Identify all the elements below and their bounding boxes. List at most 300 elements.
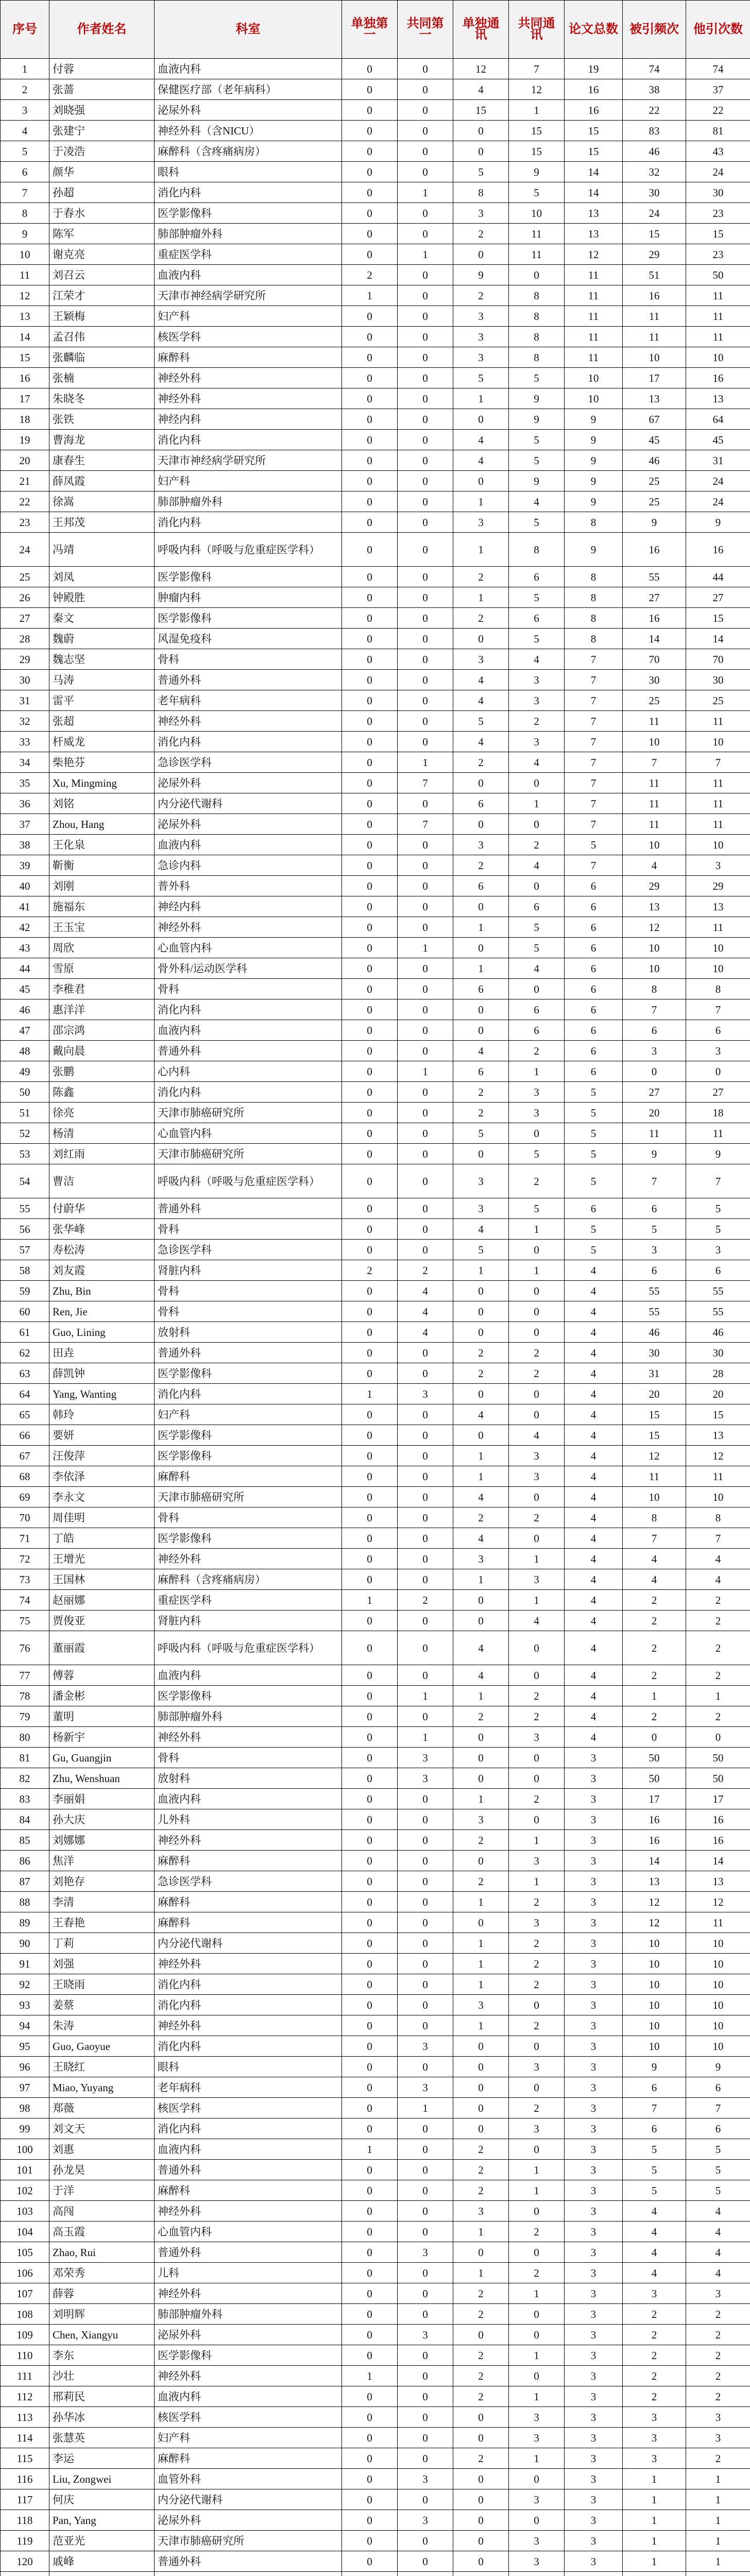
cell-index: 115 — [1, 2448, 49, 2469]
cell-sole-first: 0 — [342, 533, 398, 567]
cell-other-citations: 6 — [686, 2119, 750, 2139]
cell-sole-first: 0 — [342, 1123, 398, 1144]
cell-sole-first: 0 — [342, 2015, 398, 2036]
cell-author: 于洋 — [49, 2180, 155, 2201]
cell-dept: 骨外科/运动医学科 — [155, 958, 342, 979]
cell-total-papers: 4 — [565, 1281, 623, 1301]
cell-index: 69 — [1, 1487, 49, 1507]
cell-citations: 3 — [623, 1240, 686, 1260]
table-row — [1, 244, 750, 265]
table-row — [1, 1727, 750, 1748]
cell-co-first: 0 — [398, 1041, 453, 1061]
cell-sole-first: 0 — [342, 121, 398, 141]
cell-sole-first: 0 — [342, 2057, 398, 2077]
cell-co-first: 3 — [398, 2510, 453, 2531]
cell-co-corresp: 0 — [509, 2201, 565, 2222]
table-row — [1, 285, 750, 306]
cell-sole-first: 0 — [342, 2386, 398, 2407]
cell-index: 1 — [1, 59, 49, 79]
cell-total-papers: 8 — [565, 587, 623, 608]
table-row — [1, 1240, 750, 1260]
cell-co-first: 0 — [398, 587, 453, 608]
cell-sole-first: 0 — [342, 999, 398, 1020]
cell-sole-first: 0 — [342, 917, 398, 938]
cell-sole-corresp: 1 — [453, 2222, 509, 2242]
cell-co-corresp: 5 — [509, 629, 565, 649]
cell-dept: 儿科 — [155, 2263, 342, 2283]
cell-co-corresp: 2 — [509, 1933, 565, 1954]
cell-co-corresp: 2 — [509, 1363, 565, 1384]
cell-citations: 3 — [623, 2428, 686, 2448]
cell-author: 要妍 — [49, 1425, 155, 1446]
cell-citations: 10 — [623, 1487, 686, 1507]
table-row — [1, 1611, 750, 1631]
cell-dept: 天津市肺癌研究所 — [155, 1144, 342, 1164]
table-row — [1, 450, 750, 471]
table-row — [1, 1061, 750, 1082]
cell-sole-corresp: 6 — [453, 876, 509, 896]
table-row — [1, 2386, 750, 2407]
cell-co-corresp: 2 — [509, 1343, 565, 1363]
table-row — [1, 1686, 750, 1706]
cell-co-corresp: 4 — [509, 958, 565, 979]
cell-co-corresp: 6 — [509, 896, 565, 917]
cell-other-citations: 16 — [686, 533, 750, 567]
cell-sole-corresp: 1 — [453, 1954, 509, 1974]
cell-co-corresp: 1 — [509, 2160, 565, 2180]
cell-total-papers: 4 — [565, 1404, 623, 1425]
cell-sole-corresp: 0 — [453, 2489, 509, 2510]
cell-other-citations: 46 — [686, 1322, 750, 1343]
cell-author: 张麟临 — [49, 347, 155, 368]
cell-co-first: 0 — [398, 917, 453, 938]
cell-sole-corresp: 2 — [453, 1706, 509, 1727]
cell-total-papers: 3 — [565, 2489, 623, 2510]
cell-dept: 儿外科 — [155, 1809, 342, 1830]
cell-co-first: 0 — [398, 368, 453, 388]
cell-author: 付蔚华 — [49, 1198, 155, 1219]
header-col-co-first — [398, 1, 453, 59]
cell-co-first: 0 — [398, 1425, 453, 1446]
table-row — [1, 2407, 750, 2428]
cell-dept: 肺部肿瘤外科 — [155, 1706, 342, 1727]
cell-index: 65 — [1, 1404, 49, 1425]
cell-author: 王化泉 — [49, 835, 155, 855]
cell-sole-first: 0 — [342, 1219, 398, 1240]
cell-sole-corresp: 0 — [453, 2098, 509, 2119]
cell-total-papers: 3 — [565, 1871, 623, 1892]
cell-co-corresp: 0 — [509, 1322, 565, 1343]
cell-co-corresp: 0 — [509, 1665, 565, 1686]
cell-sole-first: 0 — [342, 2119, 398, 2139]
cell-citations: 0 — [623, 1061, 686, 1082]
cell-total-papers: 3 — [565, 1933, 623, 1954]
cell-citations: 9 — [623, 512, 686, 533]
cell-co-first: 2 — [398, 1590, 453, 1611]
cell-index: 14 — [1, 327, 49, 347]
cell-co-corresp: 3 — [509, 2489, 565, 2510]
cell-co-first: 0 — [398, 567, 453, 587]
table-row — [1, 835, 750, 855]
cell-citations: 55 — [623, 1301, 686, 1322]
cell-sole-first: 0 — [342, 450, 398, 471]
cell-index: 88 — [1, 1892, 49, 1912]
cell-co-corresp: 12 — [509, 79, 565, 100]
cell-index: 44 — [1, 958, 49, 979]
cell-co-first: 0 — [398, 121, 453, 141]
cell-co-corresp: 0 — [509, 1281, 565, 1301]
cell-index: 17 — [1, 388, 49, 409]
cell-other-citations: 4 — [686, 2201, 750, 2222]
cell-co-first: 0 — [398, 1404, 453, 1425]
cell-co-first: 1 — [398, 1727, 453, 1748]
cell-sole-first: 0 — [342, 2407, 398, 2428]
table-row — [1, 471, 750, 492]
cell-index: 13 — [1, 306, 49, 327]
cell-index: 114 — [1, 2428, 49, 2448]
cell-sole-first: 0 — [342, 1198, 398, 1219]
cell-sole-first: 0 — [342, 1240, 398, 1260]
cell-citations: 2 — [623, 2386, 686, 2407]
cell-other-citations: 10 — [686, 835, 750, 855]
cell-total-papers: 11 — [565, 306, 623, 327]
cell-citations: 4 — [623, 2242, 686, 2263]
cell-sole-first: 0 — [342, 1768, 398, 1789]
cell-co-corresp: 2 — [509, 1706, 565, 1727]
cell-sole-first: 1 — [342, 2139, 398, 2160]
cell-sole-corresp: 2 — [453, 1871, 509, 1892]
cell-co-corresp: 0 — [509, 1528, 565, 1549]
table-row — [1, 2531, 750, 2551]
cell-co-corresp: 3 — [509, 1851, 565, 1871]
cell-co-first: 0 — [398, 2201, 453, 2222]
cell-index: 53 — [1, 1144, 49, 1164]
cell-co-first: 0 — [398, 1995, 453, 2015]
table-row — [1, 2304, 750, 2325]
cell-dept: 神经外科（含NICU） — [155, 121, 342, 141]
cell-co-first: 0 — [398, 1144, 453, 1164]
cell-co-first: 0 — [398, 1240, 453, 1260]
cell-index: 31 — [1, 690, 49, 711]
cell-co-first: 0 — [398, 1871, 453, 1892]
cell-co-first: 0 — [398, 1912, 453, 1933]
cell-sole-corresp: 3 — [453, 327, 509, 347]
cell-total-papers: 3 — [565, 1892, 623, 1912]
cell-sole-corresp: 0 — [453, 2469, 509, 2489]
cell-total-papers: 5 — [565, 1219, 623, 1240]
cell-sole-corresp: 1 — [453, 2015, 509, 2036]
cell-other-citations: 1 — [686, 2531, 750, 2551]
cell-author: 刘艳存 — [49, 1871, 155, 1892]
cell-dept: 血液内科 — [155, 265, 342, 285]
cell-co-corresp: 2 — [509, 2015, 565, 2036]
cell-citations: 50 — [623, 1768, 686, 1789]
cell-sole-first: 0 — [342, 1665, 398, 1686]
cell-co-corresp: 0 — [509, 1240, 565, 1260]
cell-co-corresp: 3 — [509, 1082, 565, 1103]
cell-other-citations: 23 — [686, 203, 750, 224]
cell-citations: 1 — [623, 2489, 686, 2510]
cell-author: 刘惠 — [49, 2139, 155, 2160]
cell-author: 秦文 — [49, 608, 155, 629]
cell-co-corresp: 15 — [509, 121, 565, 141]
cell-index: 95 — [1, 2036, 49, 2057]
cell-citations: 7 — [623, 1164, 686, 1198]
cell-total-papers: 3 — [565, 1974, 623, 1995]
cell-co-corresp: 0 — [509, 2469, 565, 2489]
cell-other-citations: 27 — [686, 1082, 750, 1103]
cell-citations: 4 — [623, 2263, 686, 2283]
cell-index: 66 — [1, 1425, 49, 1446]
cell-citations: 22 — [623, 100, 686, 121]
cell-co-first: 0 — [398, 711, 453, 732]
cell-dept: 骨科 — [155, 1301, 342, 1322]
cell-sole-first: 0 — [342, 368, 398, 388]
cell-sole-first: 0 — [342, 1144, 398, 1164]
table-row — [1, 1123, 750, 1144]
cell-sole-corresp: 1 — [453, 1466, 509, 1487]
cell-author: 范亚光 — [49, 2531, 155, 2551]
cell-citations: 10 — [623, 835, 686, 855]
cell-other-citations: 74 — [686, 59, 750, 79]
cell-total-papers: 5 — [565, 1123, 623, 1144]
cell-sole-first: 0 — [342, 587, 398, 608]
cell-total-papers: 3 — [565, 1851, 623, 1871]
cell-other-citations: 15 — [686, 608, 750, 629]
cell-author: 戚峰 — [49, 2551, 155, 2572]
cell-other-citations: 7 — [686, 2098, 750, 2119]
cell-dept: 麻醉科 — [155, 1912, 342, 1933]
table-row — [1, 2448, 750, 2469]
cell-other-citations: 29 — [686, 876, 750, 896]
cell-sole-corresp: 3 — [453, 1164, 509, 1198]
cell-co-first: 3 — [398, 2242, 453, 2263]
cell-co-first: 0 — [398, 1020, 453, 1041]
cell-total-papers: 4 — [565, 1343, 623, 1363]
cell-author: 陈军 — [49, 224, 155, 244]
cell-co-corresp: 1 — [509, 2345, 565, 2366]
cell-co-corresp: 3 — [509, 2531, 565, 2551]
cell-co-first: 0 — [398, 2366, 453, 2386]
cell-other-citations: 15 — [686, 1404, 750, 1425]
cell-co-first: 0 — [398, 1706, 453, 1727]
table-row — [1, 265, 750, 285]
cell-co-corresp: 2 — [509, 1954, 565, 1974]
cell-author: 王邦茂 — [49, 512, 155, 533]
cell-dept: 心血管内科 — [155, 938, 342, 958]
cell-citations: 2 — [623, 2325, 686, 2345]
cell-co-first: 0 — [398, 2160, 453, 2180]
cell-index: 52 — [1, 1123, 49, 1144]
table-row — [1, 1569, 750, 1590]
cell-total-papers: 4 — [565, 1446, 623, 1466]
cell-index: 25 — [1, 567, 49, 587]
cell-other-citations: 20 — [686, 1384, 750, 1404]
cell-sole-corresp: 6 — [453, 1061, 509, 1082]
cell-other-citations: 81 — [686, 121, 750, 141]
table-row — [1, 1507, 750, 1528]
cell-author: 施福东 — [49, 896, 155, 917]
cell-citations: 55 — [623, 1281, 686, 1301]
cell-author: 刘红雨 — [49, 1144, 155, 1164]
cell-co-first: 0 — [398, 1954, 453, 1974]
table-row — [1, 649, 750, 670]
cell-co-first: 0 — [398, 2180, 453, 2201]
cell-citations: 5 — [623, 2180, 686, 2201]
cell-co-corresp: 3 — [509, 1727, 565, 1748]
table-row — [1, 1260, 750, 1281]
cell-sole-corresp: 0 — [453, 2119, 509, 2139]
cell-index: 98 — [1, 2098, 49, 2119]
cell-total-papers: 3 — [565, 2119, 623, 2139]
cell-total-papers: 13 — [565, 203, 623, 224]
cell-citations: 2 — [623, 2304, 686, 2325]
cell-index: 54 — [1, 1164, 49, 1198]
cell-dept: 妇产科 — [155, 2428, 342, 2448]
cell-author: 刘晓强 — [49, 100, 155, 121]
cell-co-corresp: 6 — [509, 567, 565, 587]
table-row — [1, 2180, 750, 2201]
cell-index: 73 — [1, 1569, 49, 1590]
cell-author: 刘强 — [49, 1954, 155, 1974]
cell-co-corresp: 10 — [509, 203, 565, 224]
cell-other-citations: 2 — [686, 1665, 750, 1686]
table-row — [1, 1219, 750, 1240]
cell-co-corresp: 0 — [509, 1995, 565, 2015]
cell-co-first: 0 — [398, 450, 453, 471]
cell-sole-first: 0 — [342, 1061, 398, 1082]
cell-citations: 55 — [623, 567, 686, 587]
cell-co-first: 0 — [398, 1631, 453, 1665]
cell-other-citations: 9 — [686, 512, 750, 533]
cell-sole-first: 0 — [342, 492, 398, 512]
cell-index: 71 — [1, 1528, 49, 1549]
cell-index: 62 — [1, 1343, 49, 1363]
cell-citations: 50 — [623, 1748, 686, 1768]
cell-citations: 8 — [623, 979, 686, 999]
cell-dept: 麻醉科 — [155, 347, 342, 368]
cell-index: 67 — [1, 1446, 49, 1466]
cell-index: 28 — [1, 629, 49, 649]
cell-index: 63 — [1, 1363, 49, 1384]
cell-author: 孙超 — [49, 182, 155, 203]
cell-author: Miao, Yuyang — [49, 2077, 155, 2098]
cell-index: 43 — [1, 938, 49, 958]
cell-total-papers: 3 — [565, 2180, 623, 2201]
cell-total-papers: 3 — [565, 2510, 623, 2531]
cell-total-papers: 3 — [565, 2448, 623, 2469]
cell-dept: 心血管内科 — [155, 1123, 342, 1144]
cell-co-first: 0 — [398, 1446, 453, 1466]
cell-sole-first: 0 — [342, 2160, 398, 2180]
cell-total-papers: 7 — [565, 670, 623, 690]
cell-co-first: 0 — [398, 1123, 453, 1144]
cell-sole-corresp: 0 — [453, 1611, 509, 1631]
cell-author: 靳衡 — [49, 855, 155, 876]
cell-other-citations: 28 — [686, 1363, 750, 1384]
cell-sole-corresp: 0 — [453, 1768, 509, 1789]
cell-dept: 骨科 — [155, 649, 342, 670]
cell-citations: 83 — [623, 121, 686, 141]
cell-index: 92 — [1, 1974, 49, 1995]
cell-co-first: 0 — [398, 2448, 453, 2469]
table-row — [1, 121, 750, 141]
cell-sole-corresp: 0 — [453, 2057, 509, 2077]
table-row — [1, 1631, 750, 1665]
cell-co-corresp: 3 — [509, 1569, 565, 1590]
table-row — [1, 2551, 750, 2572]
cell-co-first: 0 — [398, 1466, 453, 1487]
cell-other-citations: 24 — [686, 471, 750, 492]
cell-dept: 普通外科 — [155, 670, 342, 690]
cell-sole-first: 0 — [342, 2242, 398, 2263]
cell-co-first: 0 — [398, 79, 453, 100]
table-row — [1, 979, 750, 999]
cell-citations: 1 — [623, 2531, 686, 2551]
cell-citations: 1 — [623, 1686, 686, 1706]
header-col-citations — [623, 1, 686, 59]
cell-other-citations: 11 — [686, 917, 750, 938]
cell-dept — [155, 2572, 342, 2576]
cell-co-first: 0 — [398, 1892, 453, 1912]
cell-dept: 血液内科 — [155, 1020, 342, 1041]
cell-total-papers: 8 — [565, 512, 623, 533]
header-col-index — [1, 1, 49, 59]
table-row — [1, 938, 750, 958]
cell-citations: 31 — [623, 1363, 686, 1384]
cell-sole-corresp: 0 — [453, 2325, 509, 2345]
cell-total-papers: 9 — [565, 430, 623, 450]
cell-citations: 2 — [623, 2366, 686, 2386]
cell-sole-corresp: 3 — [453, 512, 509, 533]
cell-index: 116 — [1, 2469, 49, 2489]
table-row — [1, 2222, 750, 2242]
table-row — [1, 182, 750, 203]
cell-dept: 重症医学科 — [155, 1590, 342, 1611]
cell-co-corresp: 0 — [509, 2077, 565, 2098]
cell-dept: 医学影像科 — [155, 1686, 342, 1706]
cell-citations: 6 — [623, 2077, 686, 2098]
cell-author: 徐嵩 — [49, 492, 155, 512]
cell-co-corresp: 4 — [509, 1425, 565, 1446]
cell-other-citations: 2 — [686, 1631, 750, 1665]
cell-author: 薛凯钟 — [49, 1363, 155, 1384]
cell-sole-first: 0 — [342, 2098, 398, 2119]
cell-citations: 11 — [623, 1466, 686, 1487]
cell-author: 魏志坚 — [49, 649, 155, 670]
cell-author: 王晓红 — [49, 2057, 155, 2077]
cell-citations: 15 — [623, 1404, 686, 1425]
cell-dept: 内分泌代谢科 — [155, 1933, 342, 1954]
cell-co-first: 0 — [398, 1549, 453, 1569]
cell-citations: 46 — [623, 1322, 686, 1343]
cell-index: 74 — [1, 1590, 49, 1611]
cell-author: Zhou, Hang — [49, 814, 155, 835]
cell-co-corresp: 0 — [509, 2510, 565, 2531]
cell-dept: 肾脏内科 — [155, 1260, 342, 1281]
cell-co-corresp: 1 — [509, 1830, 565, 1851]
table-row — [1, 2077, 750, 2098]
table-row — [1, 2015, 750, 2036]
cell-co-first: 0 — [398, 224, 453, 244]
cell-other-citations — [686, 2572, 750, 2576]
cell-citations: 2 — [623, 1590, 686, 1611]
cell-index: 84 — [1, 1809, 49, 1830]
cell-author: 王春艳 — [49, 1912, 155, 1933]
cell-citations: 14 — [623, 1851, 686, 1871]
cell-citations: 27 — [623, 1082, 686, 1103]
cell-sole-first: 0 — [342, 896, 398, 917]
